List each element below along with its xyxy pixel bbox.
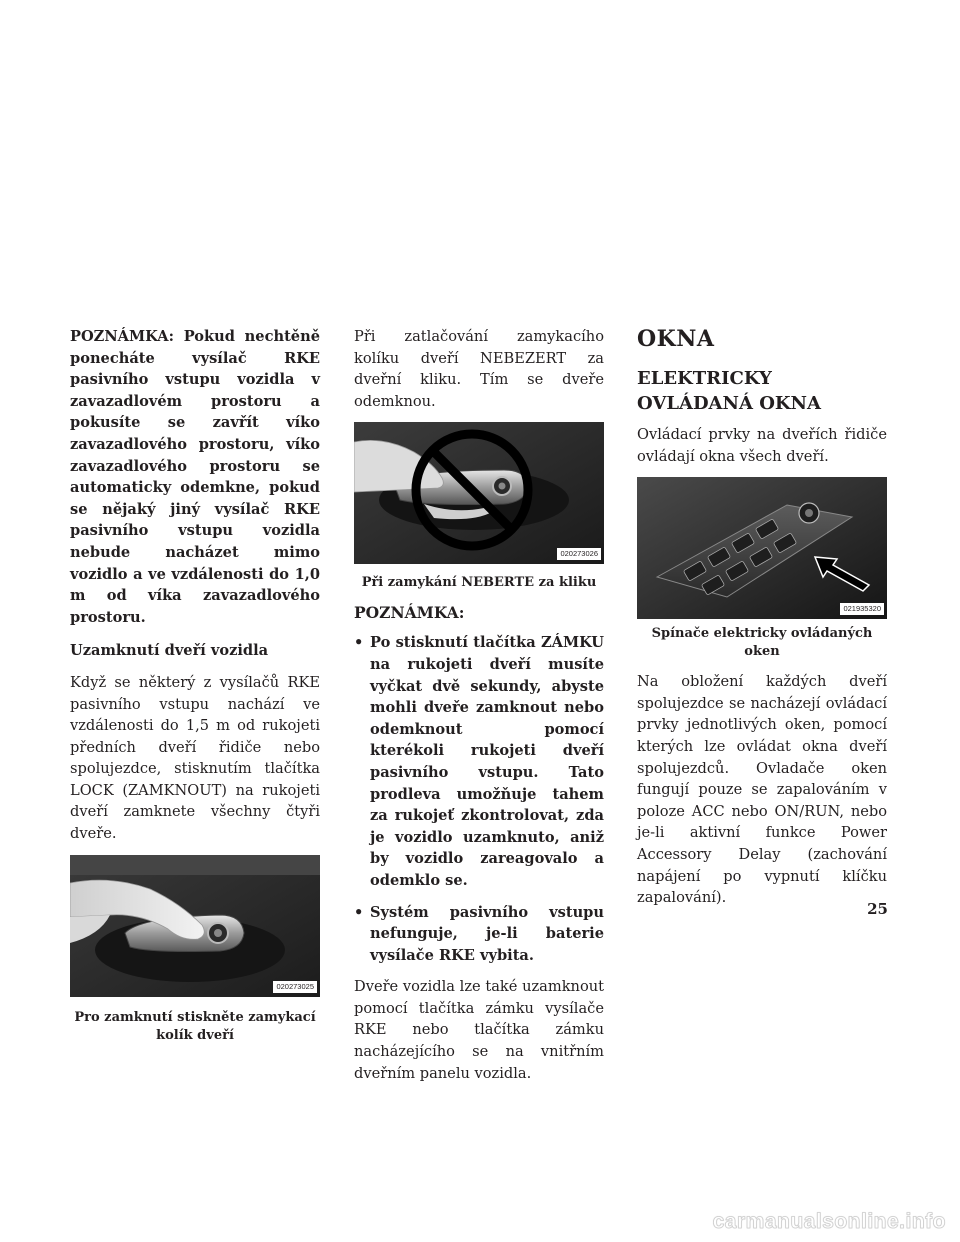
no-grab-handle-illustration (354, 422, 604, 564)
figure-do-not-grab-handle (354, 422, 604, 564)
list-item (354, 902, 604, 967)
bullet-marker: • (354, 903, 364, 921)
passenger-windows-paragraph: Na obložení každých dveří spolujezdce se nacházejí ovládací prvky jednotlivých oken, pomocí kterých lze ovládat okna dveří spolujezdců. Ovladače oken fungují pouze se zapalováním v poloze ACC nebo ON/RUN, nebo je-li aktivní funkce Power Accessory Delay (zachování napájení po vypnutí klíčku zapalování). (637, 673, 887, 907)
trunk-note-paragraph: POZNÁMKA: Pokud nechtěně ponecháte vysílač RKE pasivního vstupu vozidla v zavazadlovém prostoru a pokusíte se zavřít víko zavazadlového prostoru, víko zavazadlového prostoru se automaticky odemkne, pokud se nějaký jiný vysílač RKE pasivního vstupu vozidla nebude nacházet mimo vozidlo a ve vzdálenosti do 1,0 m od víka zavazadlového prostoru. (70, 328, 320, 626)
column-right (637, 326, 887, 919)
windows-intro-paragraph: Ovládací prvky na dveřích řidiče ovládají okna všech dveří. (637, 426, 887, 465)
locking-subheading: Uzamknutí dveří vozidla (70, 642, 269, 660)
window-switch-panel-illustration (637, 477, 887, 619)
alternative-lock-paragraph: Dveře vozidla lze také uzamknout pomocí tlačítka zámku vysílače RKE nebo tlačítka zámku nacházejícího se na vnitřním dveřním panelu vozidla. (354, 978, 604, 1082)
figure-code: 021935320 (840, 603, 884, 615)
figure-code: 020273026 (557, 548, 601, 560)
locking-paragraph: Když se některý z vysílačů RKE pasivního vstupu nachází ve vzdálenosti do 1,5 m od rukojeti předních dveří řidiče nebo spolujezdce, stisknutím tlačítka LOCK (ZAMKNOUT) na rukojeti dveří zamknete všechny čtyři dveře. (70, 673, 320, 843)
figure-code: 020273025 (273, 981, 317, 993)
door-handle-press-illustration (70, 855, 320, 997)
bullet-marker: • (354, 634, 364, 652)
handle-warning-paragraph: Při zatlačování zamykacího kolíku dveří NEBEZERT za dveřní kliku. Tím se dveře odemknou. (354, 328, 604, 410)
watermark: carmanualsonline.info (712, 1210, 946, 1233)
figure-window-switches (637, 477, 887, 619)
page-number: 25 (867, 900, 888, 918)
column-middle (354, 326, 604, 1094)
bullet-text: Systém pasivního vstupu nefunguje, je-li baterie vysílače RKE vybita. (370, 903, 604, 964)
figure-caption: Při zamykání NEBERTE za kliku (361, 575, 597, 591)
note-bullet-list (354, 632, 604, 966)
figure-door-lock-press (70, 855, 320, 997)
bullet-text: Po stisknutí tlačítka ZÁMKU na rukojeti dveří musíte vyčkat dvě sekundy, abyste mohli dveře zamknout nebo odemknout pomocí kterékoli rukojeti dveří pasivního vstupu. Tato prodleva umožňuje tahem za rukojeť zkontrolovat, zda je vozidlo uzamknuto, aniž by vozidlo zareagovalo a odemklo se. (370, 634, 604, 889)
subsection-title: ELEKTRICKY OVLÁDANÁ OKNA (637, 368, 821, 414)
list-item (354, 632, 604, 891)
figure-caption: Pro zamknutí stiskněte zamykací kolík dveří (74, 1009, 316, 1043)
figure-caption: Spínače elektricky ovládaných oken (651, 626, 873, 660)
column-left (70, 326, 320, 1045)
section-title: OKNA (637, 326, 715, 352)
note-heading: POZNÁMKA: (354, 603, 465, 623)
